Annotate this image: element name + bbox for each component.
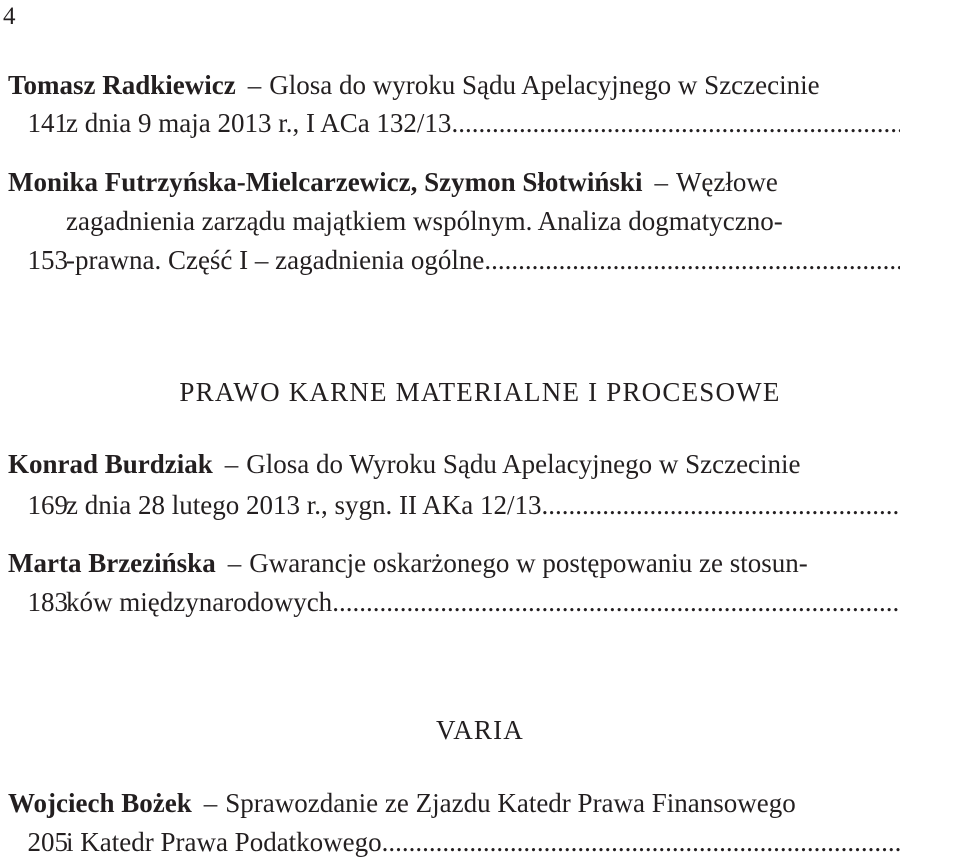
toc-page-ref: 205 [27, 827, 68, 857]
toc-page-ref: 183 [27, 587, 68, 617]
toc-leader-dots [382, 823, 900, 861]
toc-title: -prawna. Część I – zagadnienia ogólne [66, 245, 485, 275]
toc-page-ref: 153 [27, 245, 68, 275]
toc-dash: – [224, 449, 239, 479]
toc-title: i Katedr Prawa Podatkowego [66, 827, 382, 857]
toc-dash: – [247, 70, 262, 100]
toc-author: Marta Brzezińska [8, 548, 216, 578]
toc-author: Wojciech Bożek [8, 788, 192, 818]
section-heading-varia: VARIA [435, 715, 524, 745]
toc-title: Gwarancje oskarżonego w postępowaniu ze stosun- [249, 548, 808, 578]
toc-page-ref: 169 [27, 490, 68, 520]
toc-leader-dots [484, 241, 900, 279]
toc-dash: – [227, 548, 242, 578]
toc-author: Monika Futrzyńska-Mielcarzewicz, Szymon Słotwiński [8, 167, 643, 197]
toc-entry-line [8, 784, 796, 822]
toc-author: Konrad Burdziak [8, 449, 213, 479]
toc-entry-line [66, 202, 783, 240]
toc-entry-leader-line [66, 241, 900, 279]
toc-author: Tomasz Radkiewicz [8, 70, 236, 100]
toc-entry-line [8, 66, 820, 104]
toc-title: z dnia 9 maja 2013 r., I ACa 132/13 [66, 108, 452, 138]
toc-leader-dots [332, 583, 900, 621]
section-heading-criminal-law: PRAWO KARNE MATERIALNE I PROCESOWE [179, 377, 781, 407]
toc-title: Glosa do Wyroku Sądu Apelacyjnego w Szczecinie [246, 449, 801, 479]
toc-entry-leader-line [66, 583, 900, 621]
toc-entry-leader-line [66, 486, 900, 524]
toc-entry-line [8, 445, 801, 483]
toc-leader-dots [541, 486, 900, 524]
toc-title: ków międzynarodowych [66, 587, 333, 617]
toc-dash: – [654, 167, 668, 197]
toc-title: zagadnienia zarządu majątkiem wspólnym. Analiza dogmatyczno- [66, 206, 783, 236]
toc-title: z dnia 28 lutego 2013 r., sygn. II AKa 12/13 [66, 490, 542, 520]
toc-page-ref: 141 [27, 108, 68, 138]
page-number: 4 [3, 3, 16, 30]
toc-leader-dots [451, 104, 900, 142]
toc-title: Sprawozdanie ze Zjazdu Katedr Prawa Finansowego [225, 788, 796, 818]
toc-entry-line [8, 163, 778, 201]
toc-dash: – [203, 788, 218, 818]
toc-entry-leader-line [66, 104, 900, 142]
toc-entry-leader-line [66, 823, 900, 861]
toc-entry-line [8, 544, 808, 582]
toc-title: Glosa do wyroku Sądu Apelacyjnego w Szczecinie [269, 70, 820, 100]
toc-title: Węzłowe [675, 167, 778, 197]
